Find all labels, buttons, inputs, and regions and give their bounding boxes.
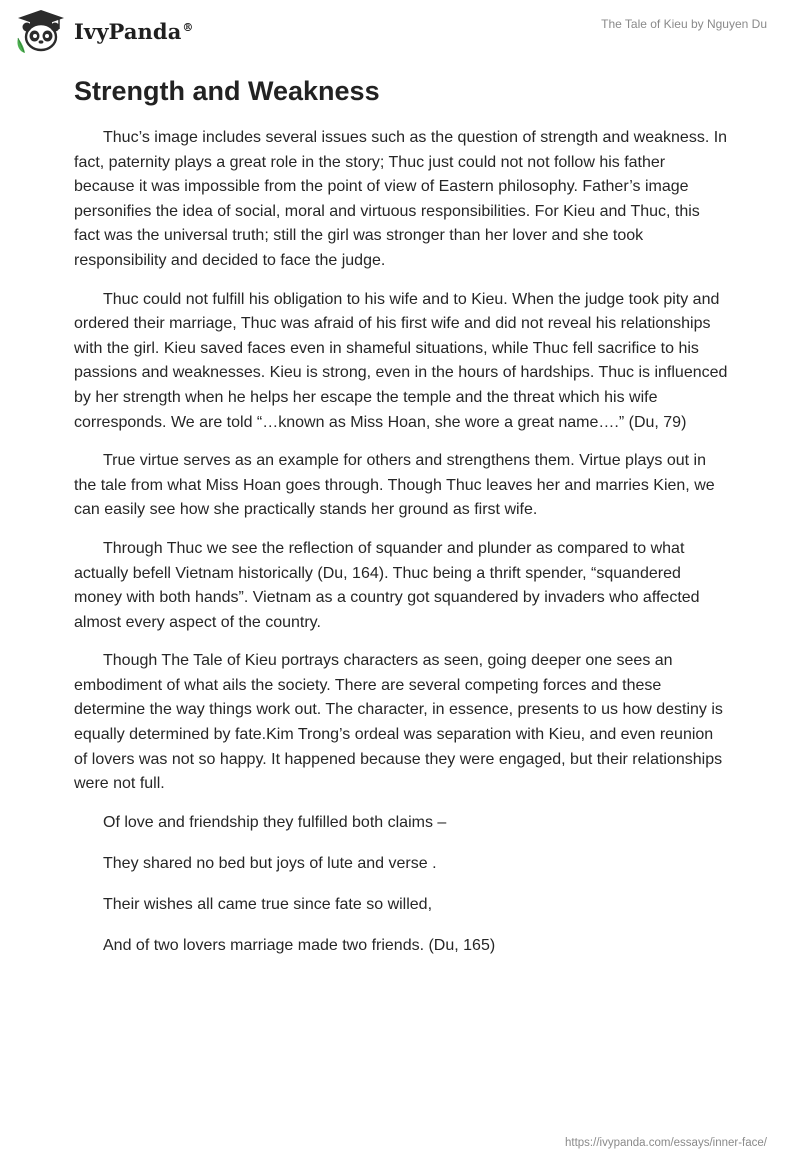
verse-line: And of two lovers marriage made two friends. (Du, 165) (103, 936, 496, 954)
article-body (74, 74, 728, 975)
section-heading: Strength and Weakness (74, 76, 380, 106)
paragraph: Thuc could not fulfill his obligation to his wife and to Kieu. When the judge took pity and ordered their marriage, Thuc was afraid of his first wife and did not reveal his relationships with the girl. Kieu saved faces even in shameful situations, while Thuc fell sacrifice to his passions and weaknesses. Kieu is strong, even in the hours of hardships. Thuc is influenced by her strength when he helps her escape the temple and the threat which his wife corresponds. We are told “…known as Miss Hoan, she wore a great name….” (Du, 79) (74, 290, 728, 431)
verse-line: Their wishes all came true since fate so willed, (103, 895, 433, 913)
panda-graduate-icon (14, 8, 68, 54)
logo-registered-mark: ® (182, 20, 194, 34)
paragraph: Through Thuc we see the reflection of squander and plunder as compared to what actually befell Vietnam historically (Du, 164). Thuc being a thrift spender, “squandered money with both hands”. Vietnam as a country got squandered by invaders who affected almost every aspect of the country. (74, 539, 700, 631)
verse-quote (74, 811, 728, 958)
verse-line: They shared no bed but joys of lute and verse . (103, 854, 437, 872)
ivypanda-logo[interactable] (14, 8, 194, 54)
paragraph: Though The Tale of Kieu portrays characters as seen, going deeper one sees an embodiment of what ails the society. There are several competing forces and these determine the way things work out. The character, in essence, presents to us how destiny is equally determined by fate.Kim Trong’s ordeal was separation with Kieu, and even reunion of lovers was not so happy. It happened because they were engaged, but their relationships were not full. (74, 652, 723, 793)
running-title: The Tale of Kieu by Nguyen Du (601, 17, 767, 31)
page-header (0, 0, 800, 64)
paragraph: Thuc’s image includes several issues such as the question of strength and weakness. In fact, paternity plays a great role in the story; Thuc just could not not follow his father because it was impossible from the point of view of Eastern philosophy. Father’s image personifies the idea of social, moral and virtuous responsibilities. For Kieu and Thuc, this fact was the universal truth; still the girl was stronger than her lover and she took responsibility and decided to face the judge. (74, 129, 728, 269)
logo-name: IvyPanda (74, 18, 182, 44)
verse-line: Of love and friendship they fulfilled both claims – (103, 813, 447, 831)
logo-wordmark (74, 19, 194, 44)
paragraph: True virtue serves as an example for others and strengthens them. Virtue plays out in the tale from what Miss Hoan goes through. Though Thuc leaves her and marries Kien, we can easily see how she practically stands her ground as first wife. (74, 452, 715, 519)
source-url[interactable]: https://ivypanda.com/essays/inner-face/ (565, 1137, 767, 1149)
